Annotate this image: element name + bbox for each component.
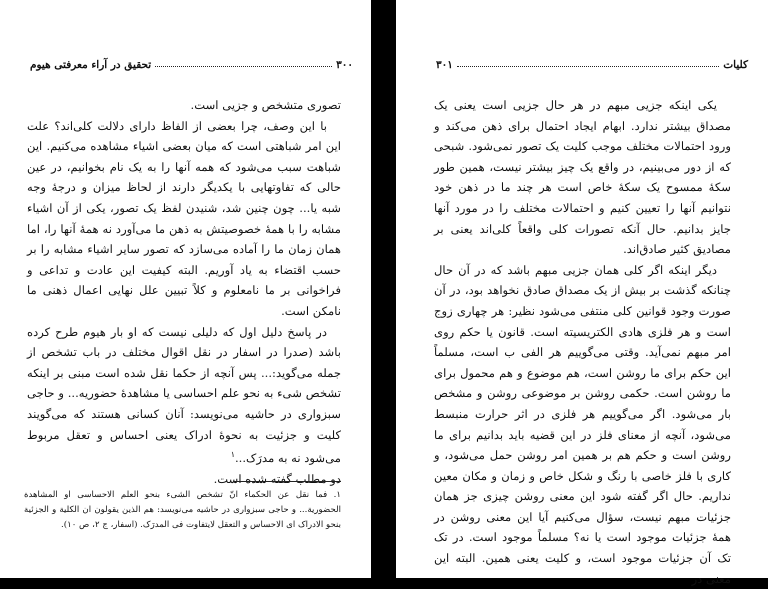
footnote-divider (233, 481, 341, 482)
header-leader-dots (155, 66, 332, 67)
left-page-header (30, 53, 353, 71)
right-page-number: ۳۰۱ (436, 59, 453, 71)
right-page-body (434, 95, 731, 589)
header-leader-dots (457, 66, 719, 67)
paragraph: با این وصف، چرا بعضی از الفاظ دارای دلالت کلی‌اند؟ علت این امر شباهتی است که میان بعضی اشیاء مشاهده می‌کنیم. این شباهت سبب می‌شود که همه آنها را به یک نام بخوانیم، در عین حالی که تفاوتهایی با یکدیگر دارند از لحاظ میزان و درجهٔ وجه شبه یا... چون چنین شد، شنیدن لفظ یک تصور، یکی از آن اشیاء مشابه را با همهٔ خصوصیتش به ذهن ما می‌آورد نه همهٔ آنها را، اما همان زمان ما را آماده می‌سازد که تصور سایر اشیاء مشابه را بر حسب اقتضاء به یاد آوریم. البته کیفیت این عادت و تداعی و فراخوانی بر ما نامعلوم و کلاً تبیین علل نهایی اعمال ذهنی ما نامکن است. (27, 118, 341, 318)
book-gutter (371, 0, 396, 578)
left-page-running-title: تحقیق در آراء معرفتی هیوم (30, 59, 152, 71)
paragraph: یکی اینکه جزیی مبهم در هر حال جزیی است یعنی یک مصداق بیشتر ندارد. ابهام ایجاد احتمال برای ذهن می‌کند و ورود احتمالات مختلف موجب کلیت یک تصور نمی‌شود. شبحی که از دور می‌بینیم، در واقع یک چیز بیشتر نیست، همین طور سکهٔ ممسوح یک سکهٔ خاص است هر چند ما در ذهن خود نتوانیم آنها را تعیین کنیم و احتمالات مختلف را در مورد آنها جایز بدانیم. حال آنکه تصورات کلی واقعاً کلی‌اند یعنی بر مصادیق کثیر صادق‌اند. (434, 98, 731, 257)
paragraph: دیگر اینکه اگر کلی همان جزیی مبهم باشد که در آن حال چنانکه گذشت بر بیش از یک مصداق صادق نخواهد بود، در آن صورت وجود قوانین کلی منتفی می‌شود نظیر: هر چهاری زوج است و هر فلزی هادی الکتریسیته است. قانون یا حکم روی امر مبهم نمی‌آید. وقتی می‌گوییم هر الفی ب است، مسلماً این حکم برای ما روشن است، هم موضوع و هم محمول برای ما روشن است. حکمی روشن بر موضوعی روشن و مشخص بار می‌شود. اگر می‌گوییم هر فلزی در اثر حرارت منبسط می‌شود، آنچه از معنای فلز در این قضیه باید بدانیم برای ما روشن است و حکم هم بر همین امر روشن حمل می‌شود، و کاری با فلز خاصی با رنگ و شکل خاص و زمان و مکان معین نداریم. حال اگر گفته شود این معنی روشن چیزی جز همان جزئیات مبهم نیست، سؤال می‌کنیم آیا این معنی روشن در همهٔ جزئیات موجود است یا نه؟ مسلماً موجود است. در تک تک آن جزئیات موجود است، و کلیت یعنی همین. البته این معنی در (434, 262, 731, 586)
left-page (0, 0, 371, 578)
right-page-running-title: کلیات (723, 59, 748, 71)
right-page-header (436, 53, 748, 71)
footnote-marker: ۱ (230, 450, 235, 460)
right-page (396, 0, 768, 586)
paragraph-text: در پاسخ دلیل اول که دلیلی نیست که او بار هیوم طرح کرده باشد (صدرا در اسفار در نقل اقوال مختلف در باب تشخص از جمله می‌گوید:... پس آنچه از حکما نقل شده است مبنی بر اینکه تشخص شیء به نحو علم احساسی یا مشاهدهٔ حضوریه... و حاجی سبزواری در حاشیه می‌نویسد: آنان کسانی هستند که می‌گویند کلیت و جزئیت به نحوهٔ ادراک یعنی احساس و تعقل مربوط می‌شود نه به مدرَک... (27, 324, 341, 465)
left-page-body (27, 95, 341, 489)
footnote: ۱. فما نقل عن الحکماء انّ تشخص الشیء بنحو العلم الاحساسی او المشاهدة الحضوریة... و حاجی سبزواری در حاشیه می‌نویسد: هم الذین یقولون ان الکلیة و الجزئیة بنحو الادراک ای الاحساس و التعقل لایتفاوت فی المدرَک. (اسفار، ج ۲، ص ۱۰). (24, 490, 341, 530)
left-page-number: ۳۰۰ (336, 59, 353, 71)
paragraph: تصوری متشخص و جزیی است. (190, 98, 341, 112)
paragraph (27, 322, 341, 469)
paragraph: دو مطلب گفته شده است. (213, 471, 341, 486)
